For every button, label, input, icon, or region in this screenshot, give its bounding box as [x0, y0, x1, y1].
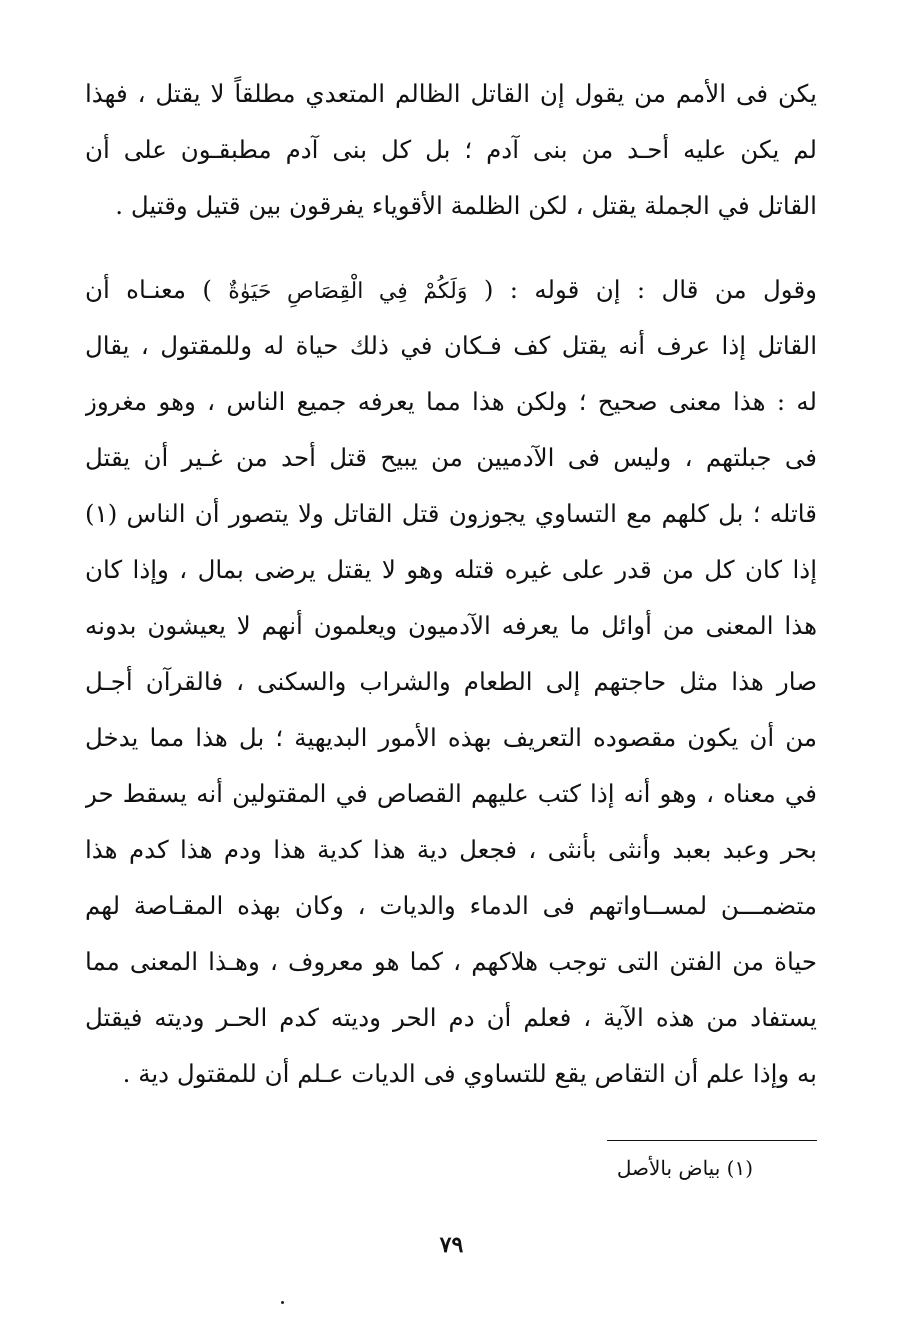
- text-line: القاتل في الجملة يقتل ، لكن الظلمة الأقوياء يفرقون بين قتيل وقتيل .: [115, 191, 817, 220]
- paragraph-1: [85, 66, 817, 234]
- text-line: القاتل إذا عرف أنه يقتل كف فـكان في ذلك حياة له وللمقتول ، يقال: [85, 331, 817, 360]
- text-line: حياة من الفتن التى توجب هلاكهم ، كما هو معروف ، وهـذا المعنى مما: [85, 947, 817, 976]
- text-line: لم يكن عليه أحـد من بنى آدم ؛ بل كل بنى آدم مطبقـون على أن: [85, 135, 817, 164]
- text-line: صار هذا مثل حاجتهم إلى الطعام والشراب والسكنى ، فالقرآن أجـل: [85, 667, 817, 696]
- text-line: فى جبلتهم ، وليس فى الآدميين من يبيح قتل أحد من غـير أن يقتل: [85, 443, 817, 472]
- text-line: هذا المعنى من أوائل ما يعرفه الآدميون ويعلمون أنهم لا يعيشون بدونه: [85, 611, 817, 640]
- line-start: وقول من قال : إن قوله : (: [483, 275, 817, 304]
- text-line: متضمـــن لمســاواتهم فى الدماء والديات ، وكان بهذه المقـاصة لهم: [85, 891, 817, 920]
- footnote: (١) بياض بالأصل: [616, 1156, 753, 1180]
- text-line: في معناه ، وهو أنه إذا كتب عليهم القصاص في المقتولين أنه يسقط حر: [85, 779, 817, 808]
- scan-speck: [281, 1301, 284, 1304]
- page-number: ٧٩: [439, 1232, 464, 1258]
- footnote-separator: [607, 1140, 817, 1141]
- text-line: بحر وعبد بعبد وأنثى بأنثى ، فجعل دية هذا كدية هذا ودم هذا كدم هذا: [85, 835, 817, 864]
- text-line-with-quran-quote: [85, 262, 817, 318]
- paragraph-2: [85, 262, 817, 1102]
- text-line: إذا كان كل من قدر على غيره قتله وهو لا يقتل يرضى بمال ، وإذا كان: [85, 555, 817, 584]
- line-end: ) معنـاه أن: [85, 275, 212, 304]
- text-line: من أن يكون مقصوده التعريف بهذه الأمور البديهية ؛ بل هذا مما يدخل: [85, 723, 817, 752]
- text-line: يستفاد من هذه الآية ، فعلم أن دم الحر وديته كدم الحـر وديته فيقتل: [85, 1003, 817, 1032]
- text-line: له : هذا معنى صحيح ؛ ولكن هذا مما يعرفه جميع الناس ، وهو مغروز: [85, 387, 817, 416]
- quran-quote: وَلَكُمْ فِي الْقِصَاصِ حَيَوٰةٌ: [228, 279, 468, 304]
- text-line: يكن فى الأمم من يقول إن القاتل الظالم المتعدي مطلقاً لا يقتل ، فهذا: [85, 79, 817, 108]
- text-line: به وإذا علم أن التقاص يقع للتساوي فى الديات عـلم أن للمقتول دية .: [122, 1059, 817, 1088]
- text-line: قاتله ؛ بل كلهم مع التساوي يجوزون قتل القاتل ولا يتصور أن الناس (١): [85, 499, 817, 528]
